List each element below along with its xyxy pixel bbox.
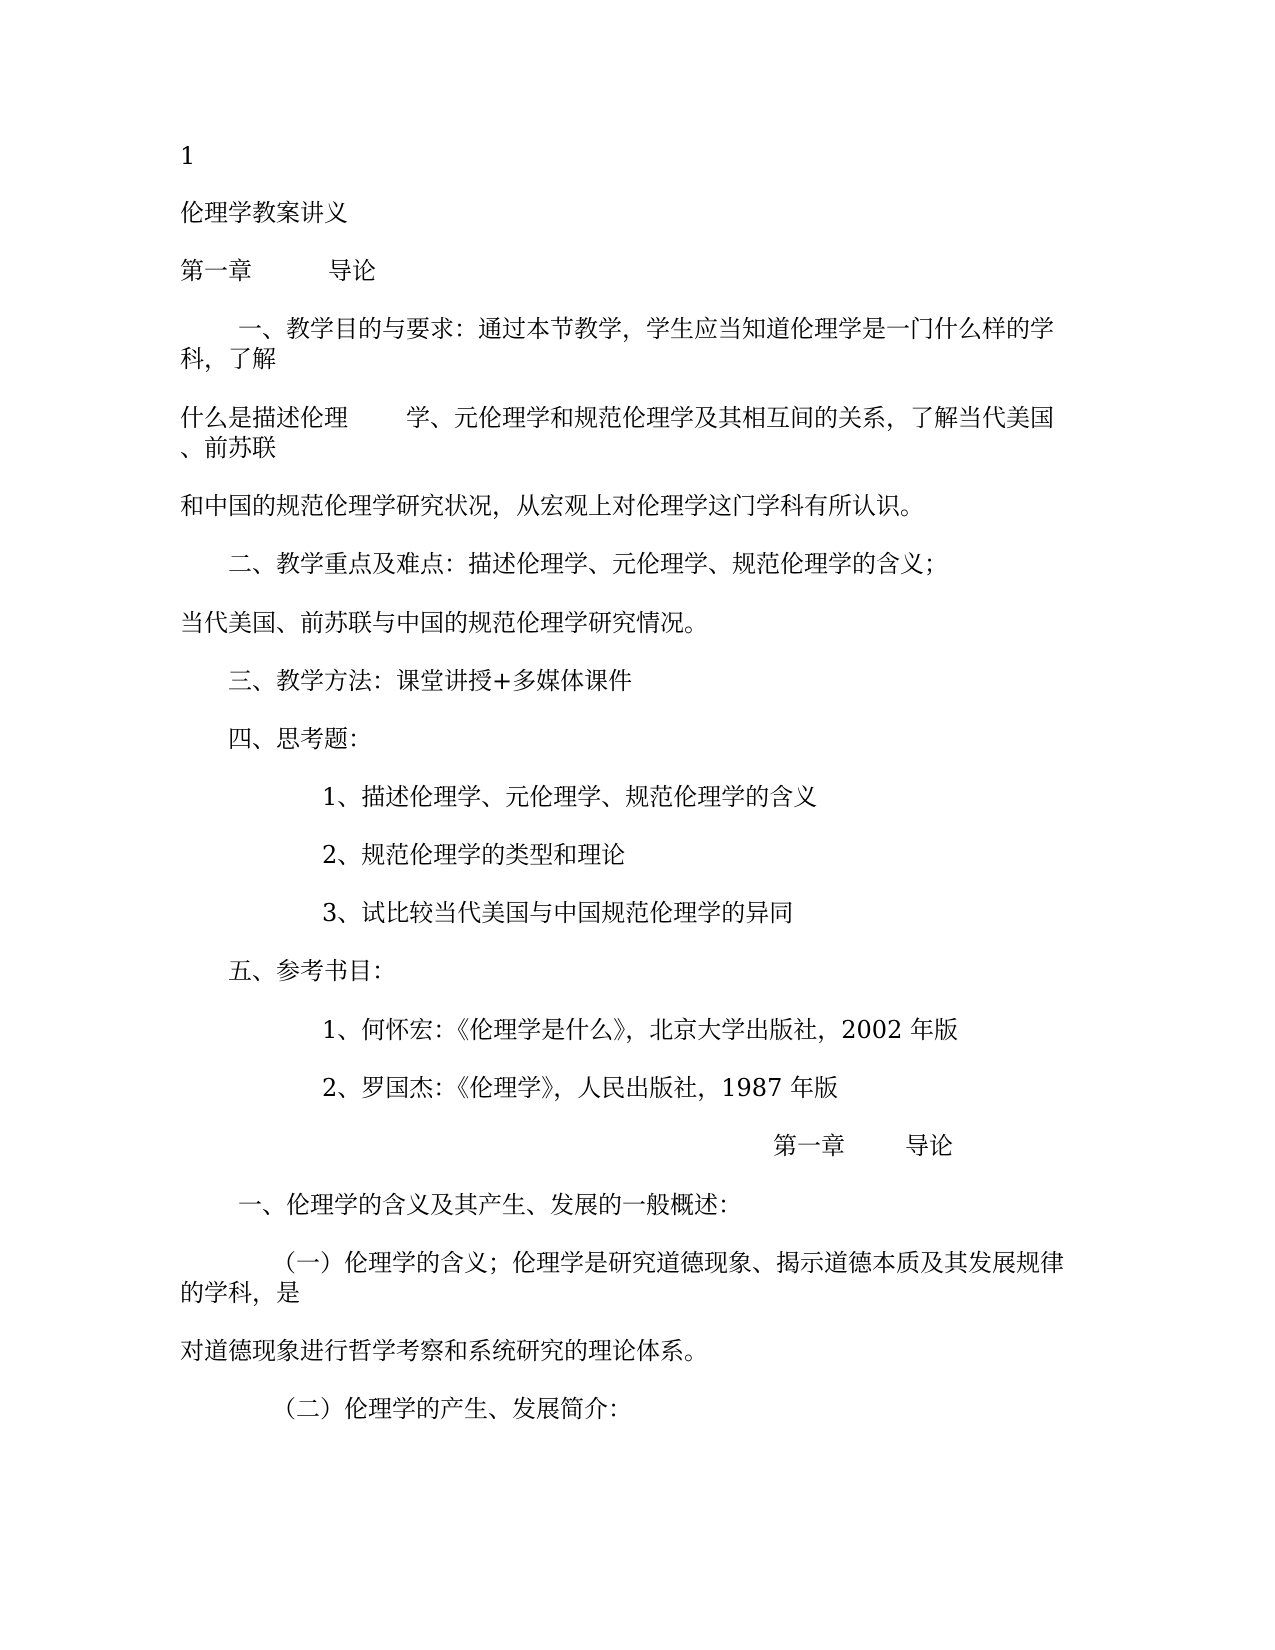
chapter-label: 第一章 — [180, 257, 252, 285]
objectives-line-2-part-b: 学、元伦理学和规范伦理学及其相互间的关系，了解当代美国 — [406, 404, 1054, 432]
chapter-title: 导论 — [328, 257, 376, 285]
objectives-line-1: 一、教学目的与要求：通过本节教学，学生应当知道伦理学是一门什么样的学 — [238, 315, 1054, 343]
chapter-label: 第一章 — [773, 1132, 845, 1160]
key-points-line-2: 当代美国、前苏联与中国的规范伦理学研究情况。 — [180, 609, 708, 637]
objectives-line-2 — [180, 403, 1054, 433]
document-title: 伦理学教案讲义 — [180, 199, 348, 227]
reference-item: 1、何怀宏：《伦理学是什么》，北京大学出版社，2002 年版 — [322, 1016, 958, 1044]
objectives-line-2-part-a: 什么是描述伦理 — [180, 404, 348, 432]
questions-heading: 四、思考题： — [228, 725, 372, 753]
references-heading: 五、参考书目： — [228, 957, 396, 985]
teaching-method: 三、教学方法：课堂讲授+多媒体课件 — [228, 667, 633, 695]
section-1-heading: 一、伦理学的含义及其产生、发展的一般概述： — [238, 1191, 742, 1219]
section-1-sub-1-line-1: （一）伦理学的含义；伦理学是研究道德现象、揭示道德本质及其发展规律 — [272, 1249, 1064, 1277]
page-number: 1 — [180, 142, 196, 170]
section-1-sub-2: （二）伦理学的产生、发展简介： — [272, 1395, 632, 1423]
objectives-line-2c: 、前苏联 — [180, 434, 276, 462]
question-item: 3、试比较当代美国与中国规范伦理学的异同 — [322, 899, 794, 927]
chapter-heading — [180, 256, 376, 286]
reference-item: 2、罗国杰：《伦理学》，人民出版社，1987 年版 — [322, 1074, 838, 1102]
section-1-sub-1-line-2: 对道德现象进行哲学考察和系统研究的理论体系。 — [180, 1337, 708, 1365]
chapter-heading-2 — [773, 1131, 953, 1161]
objectives-line-3: 和中国的规范伦理学研究状况，从宏观上对伦理学这门学科有所认识。 — [180, 492, 924, 520]
section-1-sub-1-line-1b: 的学科，是 — [180, 1279, 300, 1307]
objectives-line-1b: 科，了解 — [180, 345, 276, 373]
chapter-title: 导论 — [905, 1132, 953, 1160]
question-item: 1、描述伦理学、元伦理学、规范伦理学的含义 — [322, 783, 818, 811]
question-item: 2、规范伦理学的类型和理论 — [322, 841, 626, 869]
key-points-line-1: 二、教学重点及难点：描述伦理学、元伦理学、规范伦理学的含义； — [228, 550, 948, 578]
